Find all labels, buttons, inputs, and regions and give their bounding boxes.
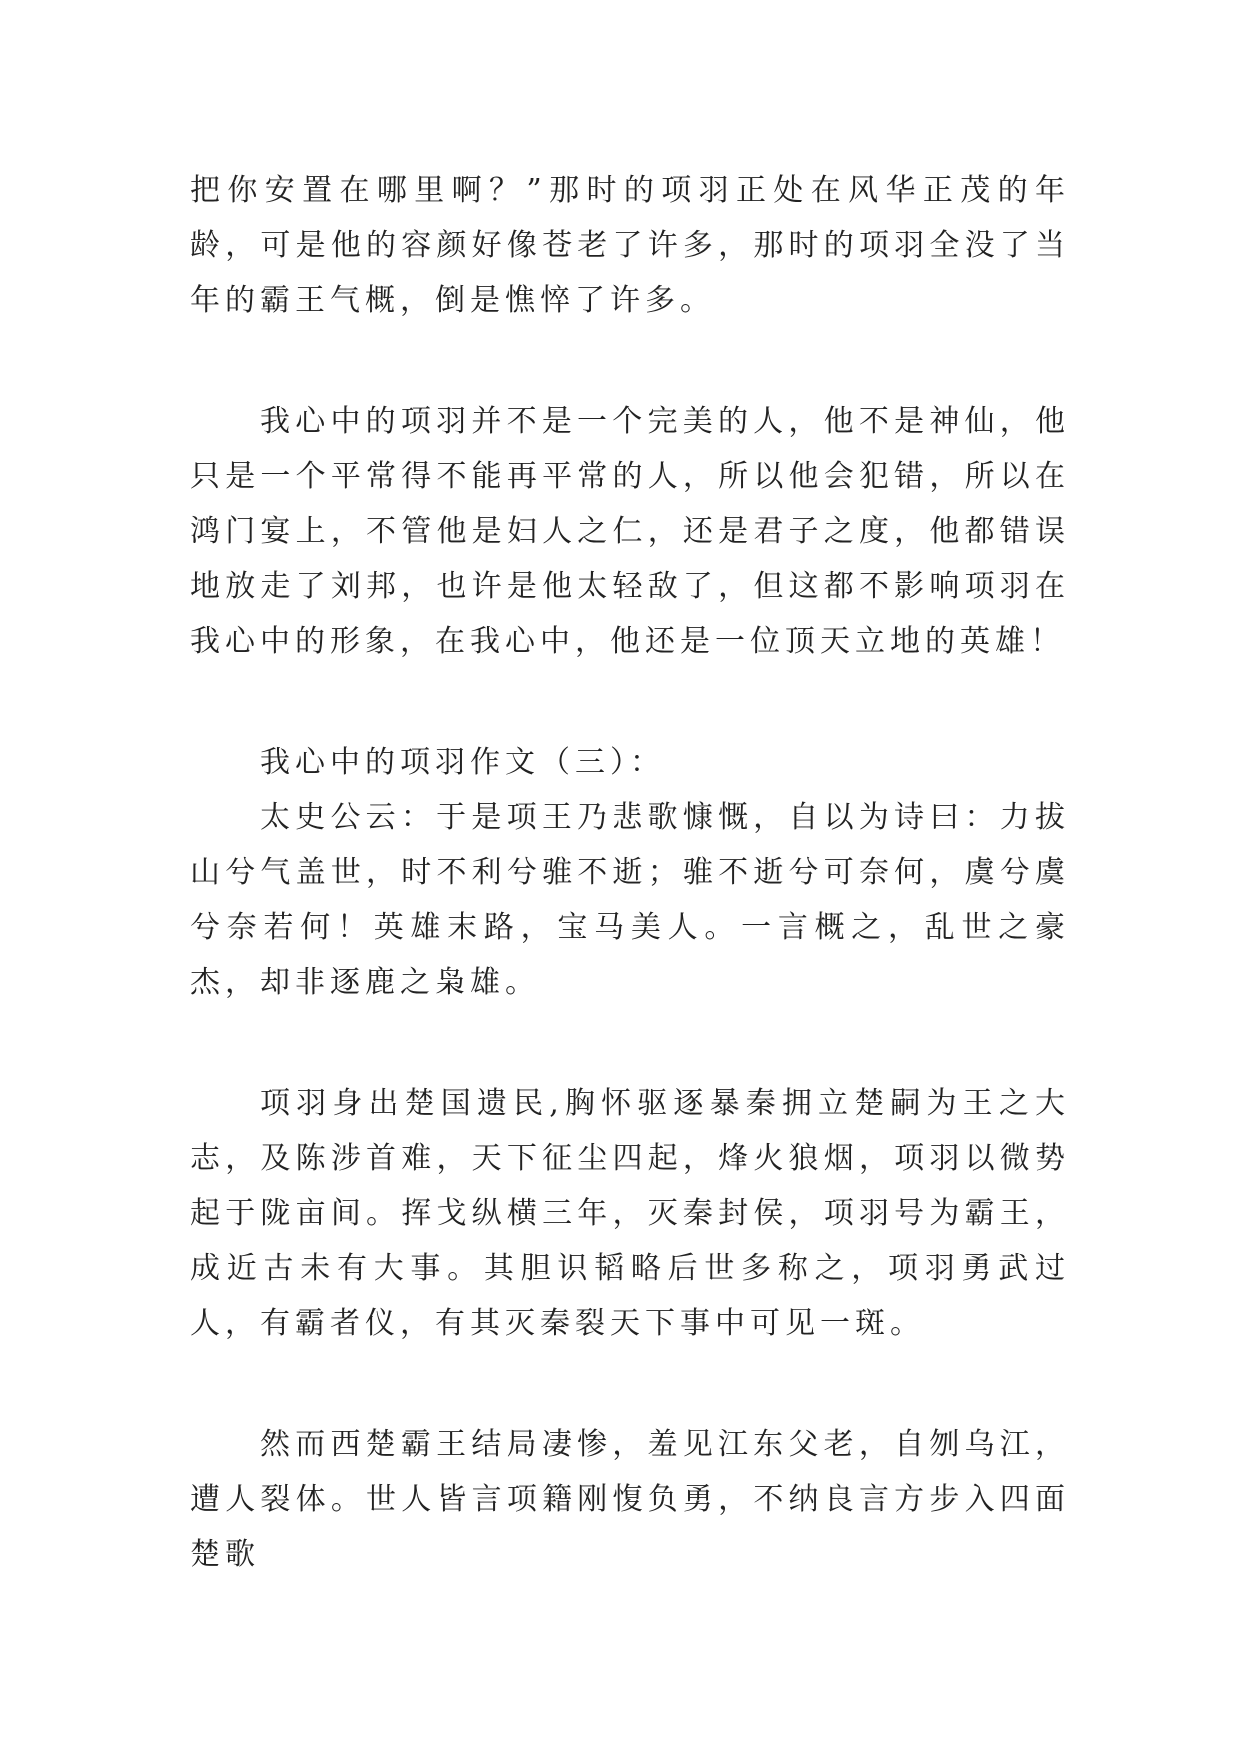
paragraph-gap [190, 1010, 1070, 1076]
paragraph-taishigong: 太史公云：于是项王乃悲歌慷慨，自以为诗曰：力拔山兮气盖世，时不利兮骓不逝；骓不逝兮可奈何，虞兮虞兮奈若何！英雄末路，宝马美人。一言概之，乱世之豪杰，却非逐鹿之枭雄。 [190, 800, 1070, 1000]
paragraph-origins: 项羽身出楚国遗民,胸怀驱逐暴秦拥立楚嗣为王之大志，及陈涉首难，天下征尘四起，烽火狼烟，项羽以微势起于陇亩间。挥戈纵横三年，灭秦封侯，项羽号为霸王，成近古未有大事。其胆识韬略后世多称之，项羽勇武过人，有霸者仪，有其灭秦裂天下事中可见一斑。 [190, 1086, 1070, 1341]
paragraph-gap [190, 328, 1070, 394]
paragraph-ending: 然而西楚霸王结局凄惨，羞见江东父老，自刎乌江，遭人裂体。世人皆言项籍刚愎负勇，不纳良言方步入四面楚歌 [190, 1427, 1070, 1572]
paragraph-continuation: 把你安置在哪里啊？”那时的项羽正处在风华正茂的年龄，可是他的容颜好像苍老了许多，那时的项羽全没了当年的霸王气概，倒是憔悴了许多。 [190, 173, 1070, 318]
paragraph-gap [190, 669, 1070, 735]
section-heading: 我心中的项羽作文（三）： [260, 745, 665, 780]
paragraph-gap [190, 1351, 1070, 1417]
article-body [190, 163, 1070, 1582]
paragraph-heroic-image: 我心中的项羽并不是一个完美的人，他不是神仙，他只是一个平常得不能再平常的人，所以他会犯错，所以在鸿门宴上，不管他是妇人之仁，还是君子之度，他都错误地放走了刘邦，也许是他太轻敌了，但这都不影响项羽在我心中的形象，在我心中，他还是一位顶天立地的英雄！ [190, 404, 1070, 659]
